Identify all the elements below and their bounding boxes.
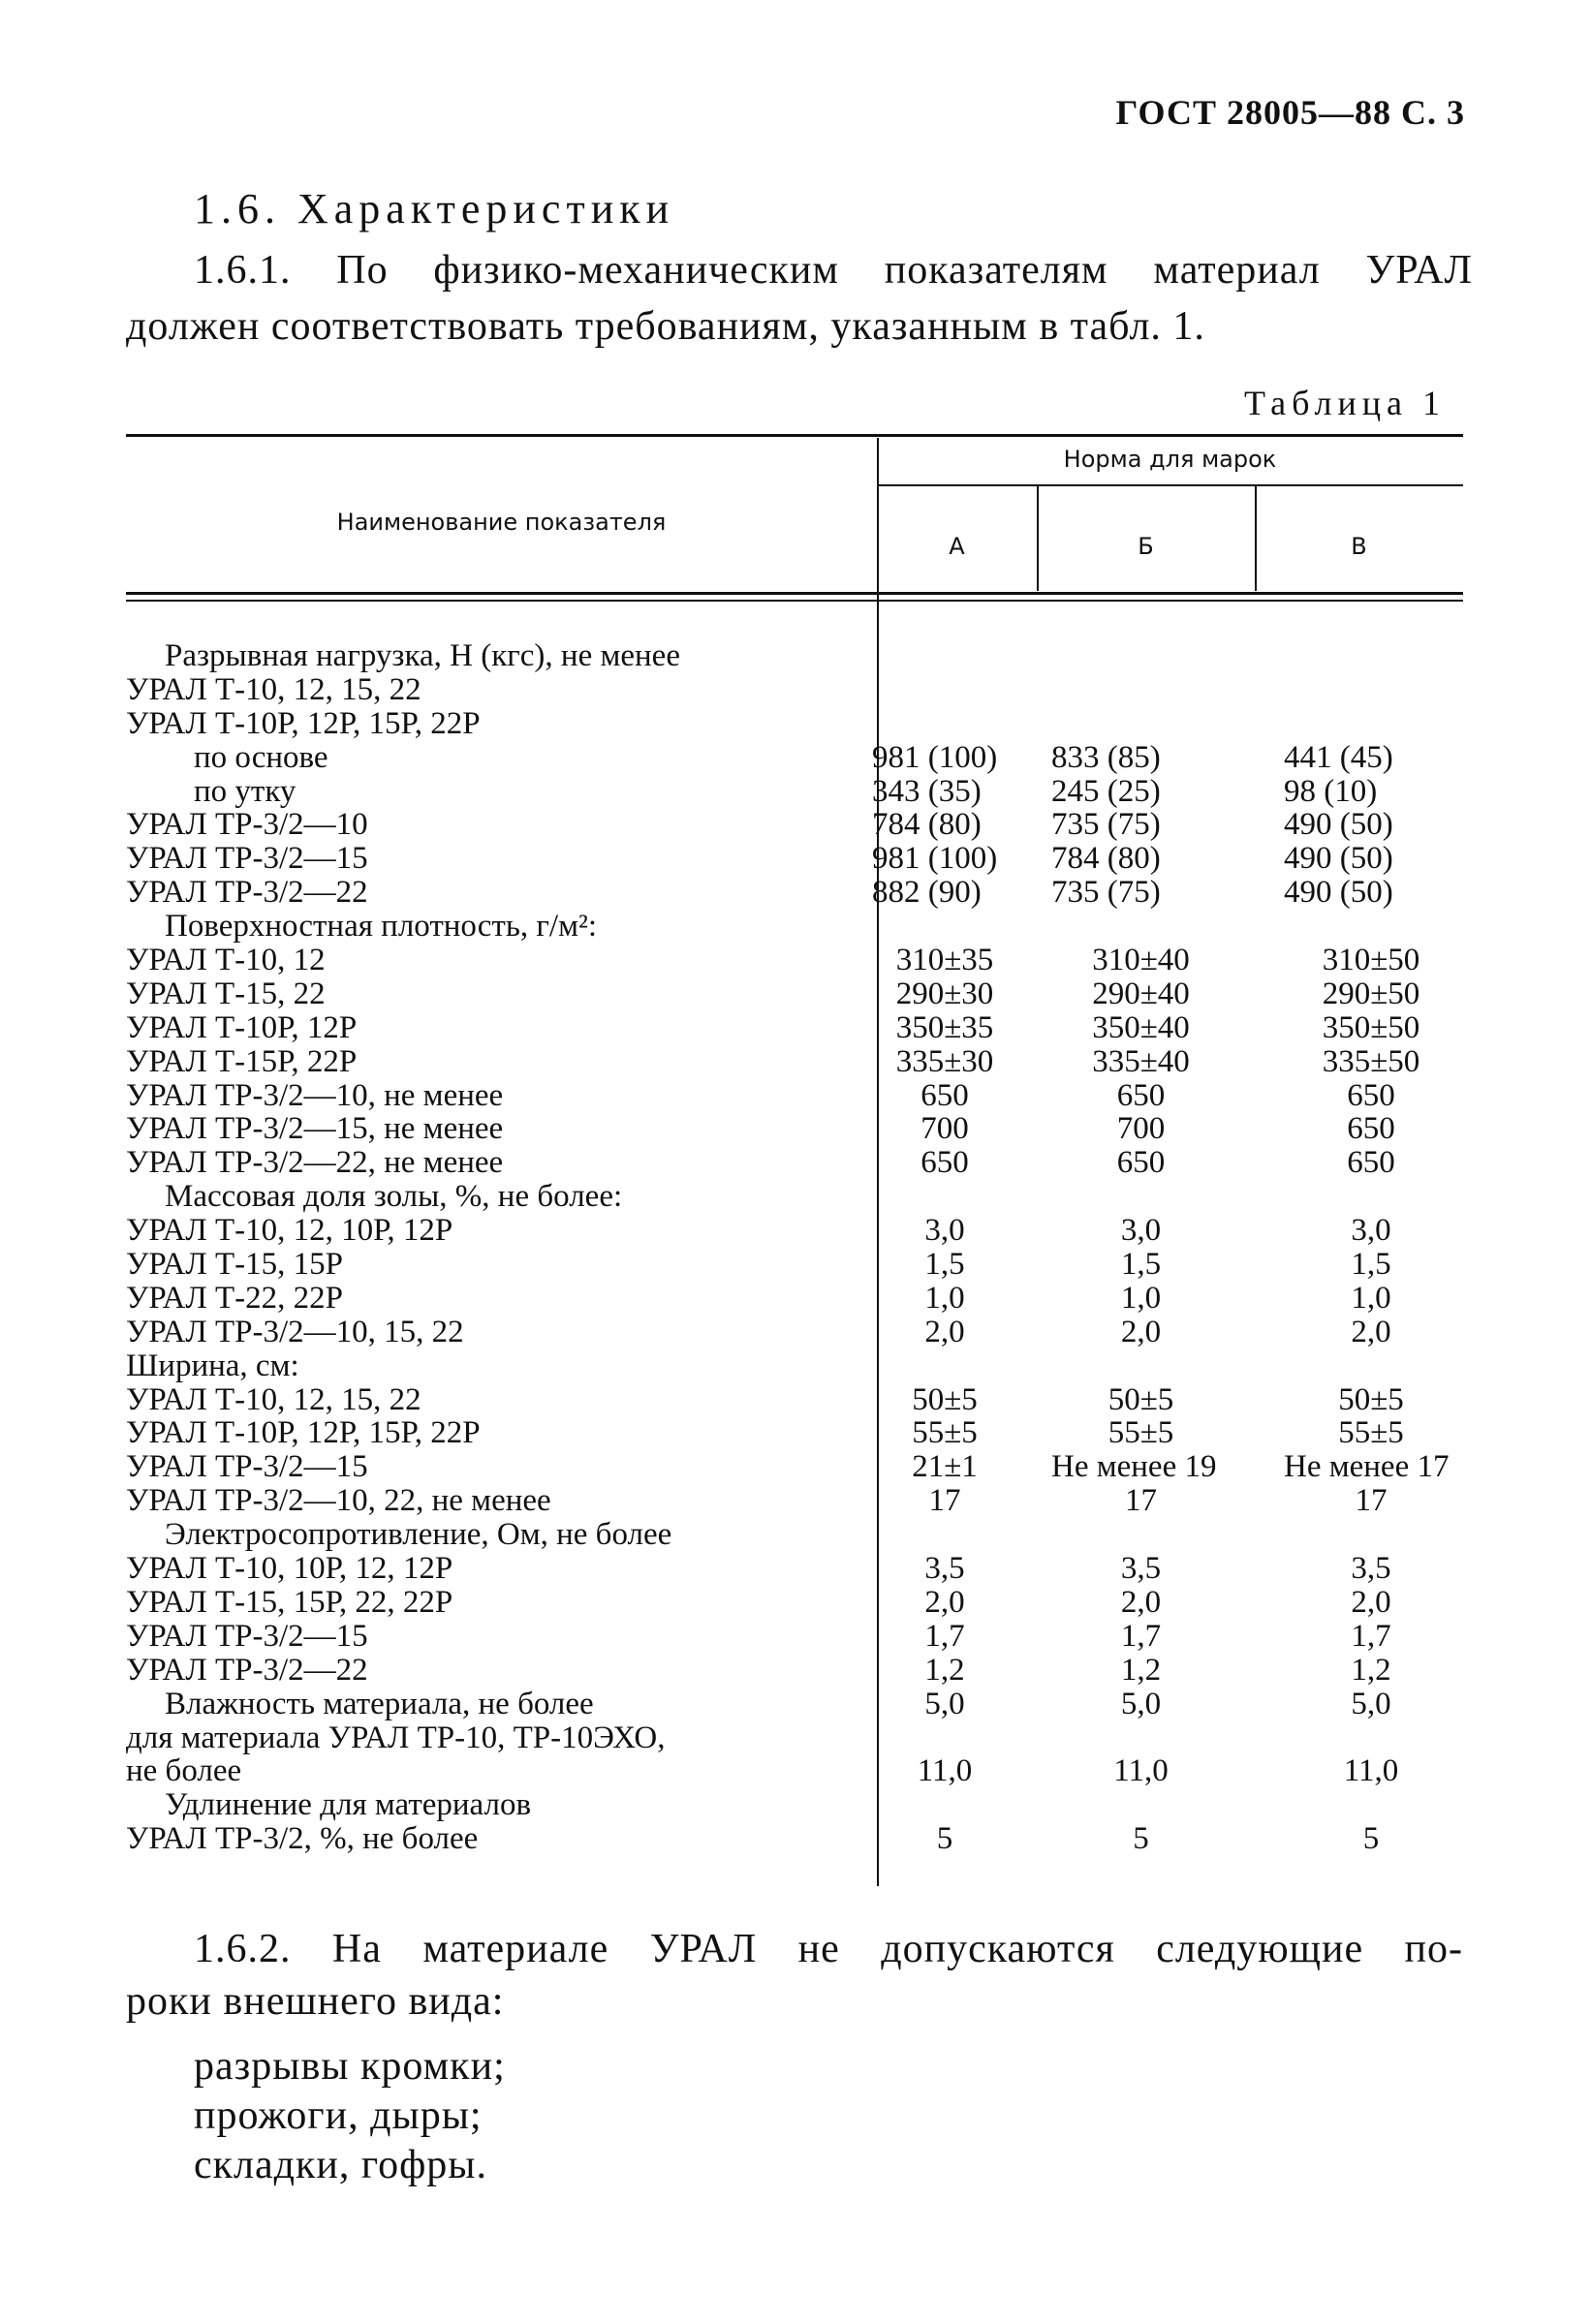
- table-row: [126, 673, 1463, 707]
- cell-a: 2,0: [924, 1314, 965, 1349]
- header-bottom-rule: [126, 592, 1463, 595]
- table-row: [126, 977, 1463, 1011]
- norm-group-rule: [877, 484, 1463, 486]
- row-label: Разрывная нагрузка, Н (кгс), не менее: [165, 638, 680, 673]
- row-label: УРАЛ ТР-3/2—10, 22, не менее: [126, 1483, 551, 1519]
- paragraph-line: 1.6.1. По физико-механическим показателям материал УРАЛ: [194, 248, 1473, 293]
- table-row: [126, 1383, 1463, 1417]
- cell-a: 11,0: [917, 1753, 973, 1789]
- cell-b: 50±5: [1107, 1381, 1174, 1417]
- cell-v: 1,7: [1351, 1618, 1391, 1654]
- cell-a: 290±30: [895, 976, 994, 1011]
- table-row: [126, 1011, 1463, 1045]
- cell-v: 490 (50): [1284, 841, 1393, 877]
- table-caption: Таблица 1: [1244, 384, 1446, 422]
- cell-b: 650: [1116, 1077, 1166, 1113]
- table-row: [126, 1282, 1463, 1316]
- row-label: УРАЛ Т-10, 12, 15, 22: [126, 671, 421, 707]
- cell-b: 1,2: [1120, 1652, 1162, 1688]
- row-label: Электросопротивление, Ом, не более: [165, 1517, 672, 1553]
- cell-v: 55±5: [1338, 1415, 1404, 1451]
- cell-a: 17: [928, 1483, 961, 1519]
- cell-b: 5,0: [1120, 1686, 1162, 1721]
- cell-v: 2,0: [1351, 1584, 1391, 1620]
- table-row: [126, 1688, 1463, 1721]
- cell-a: 1,2: [924, 1652, 965, 1688]
- cell-a: 784 (80): [872, 807, 982, 843]
- paragraph-line: должен соответствовать требованиям, указанным в табл. 1.: [126, 304, 1205, 349]
- cell-b: 735 (75): [1051, 807, 1161, 843]
- cell-a: 981 (100): [872, 739, 998, 775]
- cell-a: 335±30: [895, 1043, 994, 1079]
- cell-b: 1,5: [1120, 1247, 1162, 1283]
- list-item: складки, гофры.: [194, 2143, 488, 2187]
- paragraph-1-6-2: [126, 1923, 1463, 2028]
- cell-b: 3,0: [1120, 1213, 1162, 1249]
- table-row: [126, 1586, 1463, 1620]
- section-title: 1.6. Характеристики: [194, 185, 675, 232]
- table-row: [126, 1552, 1463, 1586]
- header-col-b: Б: [1138, 533, 1154, 560]
- cell-v: 650: [1347, 1077, 1395, 1113]
- table-body: [126, 639, 1463, 1856]
- row-label: Массовая доля золы, %, не более:: [165, 1179, 623, 1215]
- row-label: УРАЛ ТР-3/2—22, не менее: [126, 1145, 504, 1181]
- row-label: УРАЛ Т-10Р, 12Р, 15Р, 22Р: [126, 705, 481, 741]
- row-label: УРАЛ ТР-3/2—15: [126, 1449, 368, 1485]
- table-row: [126, 707, 1463, 741]
- row-label: УРАЛ Т-15, 15Р, 22, 22Р: [126, 1584, 453, 1620]
- table-row: [126, 1214, 1463, 1248]
- cell-a: 981 (100): [872, 841, 998, 877]
- paragraph-line: 1.6.2. На материале УРАЛ не допускаются следующие по-: [194, 1927, 1463, 1971]
- header-col-a: А: [949, 533, 965, 560]
- row-label: УРАЛ Т-10, 12, 10Р, 12Р: [126, 1213, 453, 1249]
- cell-a: 3,0: [924, 1213, 965, 1249]
- table-row: [126, 808, 1463, 842]
- table-row: [126, 1654, 1463, 1688]
- cell-a: 21±1: [912, 1449, 978, 1485]
- cell-b: 310±40: [1092, 943, 1190, 978]
- cell-v: 11,0: [1343, 1753, 1399, 1789]
- table-row: [126, 1180, 1463, 1214]
- cell-v: 1,5: [1351, 1247, 1391, 1283]
- cell-v: 1,2: [1351, 1652, 1391, 1688]
- row-label: Удлинение для материалов: [165, 1787, 532, 1823]
- cell-b: 700: [1116, 1111, 1166, 1147]
- row-label: не более: [126, 1753, 242, 1789]
- cell-v: 490 (50): [1284, 807, 1393, 843]
- row-label: УРАЛ Т-15, 22: [126, 976, 326, 1011]
- cell-b: 784 (80): [1051, 841, 1161, 877]
- row-label: УРАЛ ТР-3/2—15: [126, 1618, 368, 1654]
- cell-v: 2,0: [1351, 1314, 1391, 1349]
- cell-v: 350±50: [1322, 1009, 1420, 1045]
- row-label: УРАЛ ТР-3/2—22: [126, 875, 368, 911]
- cell-b: 55±5: [1107, 1415, 1174, 1451]
- cell-v: 5,0: [1351, 1686, 1391, 1721]
- row-label: УРАЛ ТР-3/2—10, не менее: [126, 1077, 504, 1113]
- cell-v: Не менее 17: [1284, 1449, 1450, 1485]
- cell-b: 2,0: [1120, 1314, 1162, 1349]
- cell-b: 11,0: [1113, 1753, 1169, 1789]
- table-row: [126, 1146, 1463, 1180]
- row-label: УРАЛ Т-10, 10Р, 12, 12Р: [126, 1551, 453, 1587]
- cell-a: 1,7: [924, 1618, 965, 1654]
- cell-v: 1,0: [1351, 1280, 1391, 1316]
- cell-a: 5,0: [924, 1686, 965, 1721]
- cell-v: 310±50: [1322, 943, 1420, 978]
- cell-v: 290±50: [1322, 976, 1420, 1011]
- cell-a: 3,5: [924, 1551, 965, 1587]
- row-label: УРАЛ ТР-3/2—22: [126, 1652, 368, 1688]
- cell-a: 55±5: [912, 1415, 978, 1451]
- row-label: УРАЛ Т-10Р, 12Р, 15Р, 22Р: [126, 1415, 481, 1451]
- table-row: [126, 639, 1463, 673]
- cell-v: 650: [1347, 1145, 1395, 1181]
- cell-a: 1,0: [924, 1280, 965, 1316]
- paragraph-line: роки внешнего вида:: [126, 1979, 505, 2024]
- cell-a: 5: [936, 1821, 953, 1857]
- cell-b: 5: [1133, 1821, 1149, 1857]
- cell-a: 650: [920, 1077, 969, 1113]
- cell-b: 1,0: [1120, 1280, 1162, 1316]
- table-row: [126, 1248, 1463, 1282]
- table-row: [126, 1450, 1463, 1484]
- row-label: УРАЛ Т-10, 12: [126, 943, 326, 978]
- cell-b: 335±40: [1092, 1043, 1190, 1079]
- row-label: УРАЛ ТР-3/2—10, 15, 22: [126, 1314, 464, 1349]
- cell-a: 700: [920, 1111, 969, 1147]
- row-label: Влажность материала, не более: [165, 1686, 594, 1721]
- cell-b: 290±40: [1092, 976, 1190, 1011]
- table-row: [126, 842, 1463, 876]
- cell-v: 441 (45): [1284, 739, 1393, 775]
- cell-b: 1,7: [1120, 1618, 1162, 1654]
- row-label: УРАЛ Т-15, 15Р: [126, 1247, 343, 1283]
- cell-a: 350±35: [895, 1009, 994, 1045]
- cell-b: 350±40: [1092, 1009, 1190, 1045]
- cell-a: 1,5: [924, 1247, 965, 1283]
- cell-v: 335±50: [1322, 1043, 1420, 1079]
- cell-v: 50±5: [1338, 1381, 1404, 1417]
- cell-a: 650: [920, 1145, 969, 1181]
- cell-a: 310±35: [895, 943, 994, 978]
- table-row: [126, 1416, 1463, 1450]
- cell-a: 343 (35): [872, 773, 982, 809]
- table-row: [126, 1079, 1463, 1113]
- paragraph-1-6-1: [126, 242, 1473, 355]
- row-label: для материала УРАЛ ТР-10, ТР-10ЭХО,: [126, 1720, 666, 1755]
- table-row: [126, 1484, 1463, 1518]
- row-label: УРАЛ Т-22, 22Р: [126, 1280, 343, 1316]
- cell-a: 50±5: [912, 1381, 978, 1417]
- row-label: УРАЛ Т-10Р, 12Р: [126, 1009, 358, 1045]
- table-row: [126, 876, 1463, 910]
- cell-v: 650: [1347, 1111, 1395, 1147]
- row-label: УРАЛ ТР-3/2—10: [126, 807, 368, 843]
- table-row: [126, 1754, 1463, 1788]
- defects-list: [194, 2042, 506, 2190]
- row-label: Поверхностная плотность, г/м²:: [165, 909, 598, 945]
- row-label: по утку: [194, 773, 296, 809]
- cell-v: 5: [1362, 1821, 1380, 1857]
- row-label: Ширина, см:: [126, 1348, 299, 1383]
- cell-v: 17: [1355, 1483, 1388, 1519]
- cell-b: 650: [1116, 1145, 1166, 1181]
- table-top-rule: [126, 434, 1463, 437]
- cell-b: Не менее 19: [1051, 1449, 1217, 1485]
- table-row: [126, 775, 1463, 809]
- cell-v: 98 (10): [1284, 773, 1378, 809]
- cell-v: 3,5: [1351, 1551, 1391, 1587]
- cell-b: 2,0: [1120, 1584, 1162, 1620]
- cell-a: 882 (90): [872, 875, 982, 911]
- row-label: УРАЛ ТР-3/2—15, не менее: [126, 1111, 504, 1147]
- row-label: УРАЛ Т-15Р, 22Р: [126, 1043, 358, 1079]
- header-bottom-rule-2: [126, 600, 1463, 602]
- row-label: УРАЛ ТР-3/2—15: [126, 841, 368, 877]
- table-row: [126, 1112, 1463, 1146]
- table-row: [126, 1349, 1463, 1383]
- row-label: УРАЛ Т-10, 12, 15, 22: [126, 1381, 421, 1417]
- table-row: [126, 944, 1463, 977]
- cell-b: 735 (75): [1051, 875, 1161, 911]
- list-item: прожоги, дыры;: [194, 2093, 483, 2138]
- cell-v: 490 (50): [1284, 875, 1393, 911]
- list-item: разрывы кромки;: [194, 2044, 506, 2089]
- cell-b: 3,5: [1120, 1551, 1162, 1587]
- table-row: [126, 741, 1463, 775]
- cell-a: 2,0: [924, 1584, 965, 1620]
- table-row: [126, 1721, 1463, 1755]
- gost-header: ГОСТ 28005—88 С. 3: [1115, 93, 1465, 132]
- cell-v: 3,0: [1351, 1213, 1391, 1249]
- row-label: УРАЛ ТР-3/2, %, не более: [126, 1821, 479, 1857]
- row-label: по основе: [194, 739, 328, 775]
- table-row: [126, 1316, 1463, 1349]
- table-row: [126, 1518, 1463, 1552]
- table-row: [126, 1788, 1463, 1822]
- table-row: [126, 910, 1463, 944]
- cell-b: 17: [1125, 1483, 1157, 1519]
- table-row: [126, 1620, 1463, 1654]
- header-col-v: В: [1351, 533, 1367, 560]
- cell-b: 833 (85): [1051, 739, 1161, 775]
- table-row: [126, 1045, 1463, 1079]
- header-norm-group: Норма для марок: [1063, 446, 1277, 473]
- header-name-col: Наименование показателя: [336, 509, 667, 536]
- cell-b: 245 (25): [1051, 773, 1161, 809]
- table-row: [126, 1822, 1463, 1856]
